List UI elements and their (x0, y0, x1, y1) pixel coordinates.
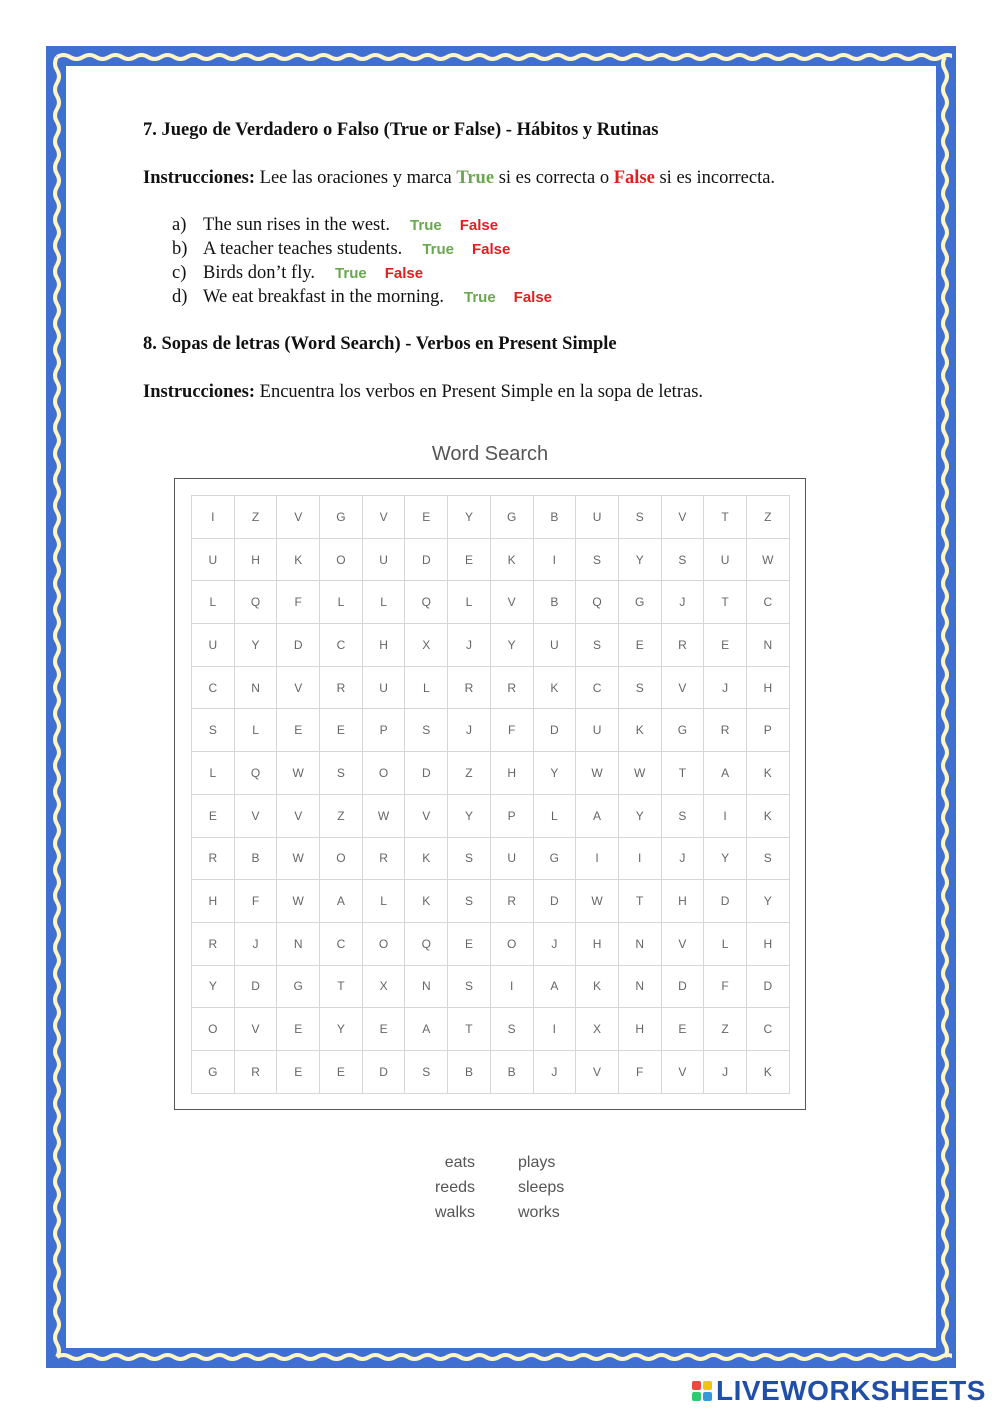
grid-cell[interactable]: I (534, 1008, 577, 1051)
grid-cell[interactable]: T (704, 496, 747, 539)
grid-cell[interactable]: J (662, 581, 705, 624)
grid-cell[interactable]: Q (576, 581, 619, 624)
grid-cell[interactable]: A (576, 795, 619, 838)
grid-cell[interactable]: E (277, 1008, 320, 1051)
grid-cell[interactable]: W (576, 752, 619, 795)
grid-cell[interactable]: E (704, 624, 747, 667)
grid-cell[interactable]: S (448, 880, 491, 923)
true-option[interactable]: True (422, 241, 454, 258)
grid-cell[interactable]: Y (448, 795, 491, 838)
false-option[interactable]: False (472, 241, 511, 258)
grid-cell[interactable]: C (747, 581, 790, 624)
grid-cell[interactable]: R (192, 838, 235, 881)
grid-cell[interactable]: Z (448, 752, 491, 795)
grid-cell[interactable]: H (363, 624, 406, 667)
grid-cell[interactable]: Y (619, 795, 662, 838)
grid-cell[interactable]: K (277, 539, 320, 582)
grid-cell[interactable]: K (747, 752, 790, 795)
grid-cell[interactable]: C (747, 1008, 790, 1051)
grid-cell[interactable]: D (405, 539, 448, 582)
grid-cell[interactable]: T (619, 880, 662, 923)
grid-cell[interactable]: A (704, 752, 747, 795)
grid-cell[interactable]: R (192, 923, 235, 966)
grid-cell[interactable]: V (405, 795, 448, 838)
word-to-find: works (518, 1204, 560, 1221)
instructions-label: Instrucciones: (143, 382, 256, 402)
grid-cell[interactable]: S (747, 838, 790, 881)
grid-cell[interactable]: Z (235, 496, 278, 539)
grid-cell[interactable]: X (576, 1008, 619, 1051)
grid-cell[interactable]: I (192, 496, 235, 539)
grid-cell[interactable]: Y (448, 496, 491, 539)
grid-cell[interactable]: Q (235, 752, 278, 795)
grid-cell[interactable]: F (704, 966, 747, 1009)
grid-cell[interactable]: D (235, 966, 278, 1009)
grid-cell[interactable]: F (277, 581, 320, 624)
grid-cell[interactable]: W (619, 752, 662, 795)
instr-false-word: False (613, 168, 655, 188)
grid-cell[interactable]: V (662, 1051, 705, 1094)
grid-cell[interactable]: E (405, 496, 448, 539)
grid-cell[interactable]: K (619, 709, 662, 752)
grid-cell[interactable]: C (320, 624, 363, 667)
grid-cell[interactable]: P (747, 709, 790, 752)
grid-cell[interactable]: H (747, 923, 790, 966)
grid-cell[interactable]: X (405, 624, 448, 667)
grid-cell[interactable]: A (534, 966, 577, 1009)
grid-cell[interactable]: I (534, 539, 577, 582)
grid-cell[interactable]: I (704, 795, 747, 838)
grid-cell[interactable]: H (747, 667, 790, 710)
grid-cell[interactable]: J (235, 923, 278, 966)
grid-cell[interactable]: E (363, 1008, 406, 1051)
grid-cell[interactable]: A (320, 880, 363, 923)
grid-cell[interactable]: G (619, 581, 662, 624)
grid-cell[interactable]: L (192, 581, 235, 624)
grid-cell[interactable]: U (192, 624, 235, 667)
grid-cell[interactable]: L (192, 752, 235, 795)
grid-cell[interactable]: S (662, 539, 705, 582)
grid-cell[interactable]: Q (235, 581, 278, 624)
grid-cell[interactable]: E (320, 709, 363, 752)
grid-cell[interactable]: V (662, 496, 705, 539)
grid-cell[interactable]: H (235, 539, 278, 582)
section-8-instructions: Instrucciones: Encuentra los verbos en Present Simple en la sopa de letras. (143, 382, 704, 402)
grid-cell[interactable]: B (491, 1051, 534, 1094)
grid-cell[interactable]: G (320, 496, 363, 539)
word-to-find: sleeps (518, 1179, 565, 1196)
word-to-find: reeds (434, 1179, 475, 1196)
grid-cell[interactable]: V (363, 496, 406, 539)
grid-cell[interactable]: O (491, 923, 534, 966)
word-to-find: plays (518, 1154, 556, 1171)
grid-cell[interactable]: K (576, 966, 619, 1009)
grid-cell[interactable]: U (363, 667, 406, 710)
grid-cell[interactable]: S (320, 752, 363, 795)
grid-cell[interactable]: D (747, 966, 790, 1009)
grid-cell[interactable]: E (448, 923, 491, 966)
grid-cell[interactable]: K (405, 880, 448, 923)
grid-cell[interactable]: D (704, 880, 747, 923)
question-text: We eat breakfast in the morning. (203, 287, 444, 307)
grid-cell[interactable]: W (747, 539, 790, 582)
grid-cell[interactable]: L (363, 880, 406, 923)
question-item: d) We eat breakfast in the morning. True False (172, 287, 553, 307)
grid-cell[interactable]: E (277, 709, 320, 752)
grid-cell[interactable]: Z (747, 496, 790, 539)
grid-cell[interactable]: L (320, 581, 363, 624)
grid-cell[interactable]: V (662, 923, 705, 966)
grid-cell[interactable]: J (662, 838, 705, 881)
grid-cell[interactable]: K (747, 1051, 790, 1094)
grid-cell[interactable]: W (277, 880, 320, 923)
true-option[interactable]: True (410, 217, 442, 234)
question-item: a) The sun rises in the west. True False (172, 215, 499, 235)
grid-cell[interactable]: K (491, 539, 534, 582)
word-search-grid (191, 495, 790, 1094)
grid-cell[interactable]: W (363, 795, 406, 838)
question-item: b) A teacher teaches students. True False (172, 239, 511, 259)
word-list-left (400, 1150, 475, 1225)
grid-cell[interactable]: B (534, 496, 577, 539)
grid-cell[interactable]: V (235, 795, 278, 838)
grid-cell[interactable]: G (491, 496, 534, 539)
grid-cell[interactable]: B (534, 581, 577, 624)
grid-cell[interactable]: S (192, 709, 235, 752)
grid-cell[interactable]: O (192, 1008, 235, 1051)
brand-square (692, 1381, 701, 1390)
grid-cell[interactable]: N (747, 624, 790, 667)
word-search-title: Word Search (431, 443, 549, 465)
grid-cell[interactable]: F (619, 1051, 662, 1094)
grid-cell[interactable]: K (747, 795, 790, 838)
question-item: c) Birds don’t fly. True False (172, 263, 424, 283)
brand-square (703, 1381, 712, 1390)
grid-cell[interactable]: U (704, 539, 747, 582)
grid-cell[interactable]: K (405, 838, 448, 881)
grid-cell[interactable]: I (576, 838, 619, 881)
instructions-label: Instrucciones: (143, 168, 256, 188)
grid-cell[interactable]: A (405, 1008, 448, 1051)
grid-cell[interactable]: D (534, 880, 577, 923)
grid-cell[interactable]: W (576, 880, 619, 923)
brand-square (692, 1392, 701, 1401)
grid-cell[interactable]: Y (235, 624, 278, 667)
grid-cell[interactable]: P (491, 795, 534, 838)
grid-cell[interactable]: V (491, 581, 534, 624)
grid-cell[interactable]: K (534, 667, 577, 710)
grid-cell[interactable]: L (448, 581, 491, 624)
grid-cell[interactable]: S (448, 838, 491, 881)
grid-cell[interactable]: C (192, 667, 235, 710)
grid-cell[interactable]: E (320, 1051, 363, 1094)
grid-cell[interactable]: U (576, 709, 619, 752)
grid-cell[interactable]: U (192, 539, 235, 582)
grid-cell[interactable]: C (320, 923, 363, 966)
grid-cell[interactable]: R (704, 709, 747, 752)
grid-cell[interactable]: S (576, 624, 619, 667)
section-8-title: 8. Sopas de letras (Word Search) - Verbos en Present Simple (143, 334, 617, 354)
grid-cell[interactable]: E (448, 539, 491, 582)
grid-cell[interactable]: U (363, 539, 406, 582)
liveworksheets-logo (692, 1374, 986, 1408)
grid-cell[interactable]: Y (619, 539, 662, 582)
grid-cell[interactable]: D (277, 624, 320, 667)
grid-cell[interactable]: B (235, 838, 278, 881)
grid-cell[interactable]: T (662, 752, 705, 795)
grid-cell[interactable]: S (405, 1051, 448, 1094)
grid-cell[interactable]: I (491, 966, 534, 1009)
grid-cell[interactable]: I (619, 838, 662, 881)
grid-cell[interactable]: Q (405, 581, 448, 624)
grid-cell[interactable]: J (448, 709, 491, 752)
grid-cell[interactable]: R (491, 667, 534, 710)
grid-cell[interactable]: R (235, 1051, 278, 1094)
grid-cell[interactable]: V (662, 667, 705, 710)
grid-cell[interactable]: D (363, 1051, 406, 1094)
section-7-title: 7. Juego de Verdadero o Falso (True or False) - Hábitos y Rutinas (143, 120, 659, 140)
grid-cell[interactable]: R (363, 838, 406, 881)
grid-cell[interactable]: J (704, 1051, 747, 1094)
grid-cell[interactable]: U (534, 624, 577, 667)
grid-cell[interactable]: U (491, 838, 534, 881)
grid-cell[interactable]: N (619, 923, 662, 966)
grid-cell[interactable]: Y (534, 752, 577, 795)
grid-cell[interactable]: V (277, 496, 320, 539)
false-option[interactable]: False (384, 265, 424, 282)
grid-cell[interactable]: Z (320, 795, 363, 838)
grid-cell[interactable]: E (277, 1051, 320, 1094)
grid-cell[interactable]: O (363, 752, 406, 795)
grid-cell[interactable]: L (235, 709, 278, 752)
grid-cell[interactable]: L (534, 795, 577, 838)
grid-cell[interactable]: O (363, 923, 406, 966)
word-to-find: eats (444, 1154, 475, 1171)
grid-cell[interactable]: R (448, 667, 491, 710)
grid-cell[interactable]: N (619, 966, 662, 1009)
grid-cell[interactable]: J (534, 1051, 577, 1094)
grid-cell[interactable]: G (534, 838, 577, 881)
grid-cell[interactable]: J (534, 923, 577, 966)
grid-cell[interactable]: O (320, 539, 363, 582)
grid-cell[interactable]: H (662, 880, 705, 923)
grid-cell[interactable]: S (662, 795, 705, 838)
question-text: The sun rises in the west. (203, 215, 391, 235)
grid-cell[interactable]: N (277, 923, 320, 966)
grid-cell[interactable]: Y (491, 624, 534, 667)
grid-cell[interactable]: F (491, 709, 534, 752)
grid-cell[interactable]: G (192, 1051, 235, 1094)
true-option[interactable]: True (463, 289, 496, 306)
word-list-right (518, 1150, 618, 1225)
grid-cell[interactable]: L (405, 667, 448, 710)
grid-cell[interactable]: Z (704, 1008, 747, 1051)
grid-cell[interactable]: D (662, 966, 705, 1009)
false-option[interactable]: False (513, 289, 553, 306)
grid-cell[interactable]: N (405, 966, 448, 1009)
brand-icon (692, 1381, 712, 1401)
grid-cell[interactable]: S (619, 496, 662, 539)
grid-cell[interactable]: W (277, 838, 320, 881)
grid-cell[interactable]: L (363, 581, 406, 624)
grid-cell[interactable]: Q (405, 923, 448, 966)
false-option[interactable]: False (459, 217, 499, 234)
grid-cell[interactable]: S (448, 966, 491, 1009)
grid-cell[interactable]: F (235, 880, 278, 923)
instr-true-word: True (456, 168, 495, 188)
grid-cell[interactable]: H (192, 880, 235, 923)
grid-cell[interactable]: S (619, 667, 662, 710)
grid-cell[interactable]: S (576, 539, 619, 582)
grid-cell[interactable]: Y (704, 838, 747, 881)
section-7-instructions: Instrucciones: Lee las oraciones y marca True si es correcta o False si es incorrecta. (143, 168, 776, 188)
grid-cell[interactable]: G (662, 709, 705, 752)
grid-cell[interactable]: N (235, 667, 278, 710)
grid-cell[interactable]: S (405, 709, 448, 752)
grid-cell[interactable]: U (576, 496, 619, 539)
grid-cell[interactable]: Y (747, 880, 790, 923)
grid-cell[interactable]: D (534, 709, 577, 752)
question-text: A teacher teaches students. (203, 239, 403, 259)
true-option[interactable]: True (335, 265, 367, 282)
grid-cell[interactable]: O (320, 838, 363, 881)
grid-cell[interactable]: E (192, 795, 235, 838)
grid-cell[interactable]: E (619, 624, 662, 667)
grid-cell[interactable]: D (405, 752, 448, 795)
grid-cell[interactable]: T (320, 966, 363, 1009)
grid-cell[interactable]: T (448, 1008, 491, 1051)
grid-cell[interactable]: V (277, 795, 320, 838)
brand-name: LIVEWORKSHEETS (716, 1375, 986, 1406)
question-text: Birds don’t fly. (203, 263, 316, 283)
grid-cell[interactable]: V (277, 667, 320, 710)
grid-cell[interactable]: Y (320, 1008, 363, 1051)
grid-cell[interactable]: Y (192, 966, 235, 1009)
word-to-find: walks (434, 1204, 475, 1221)
grid-cell[interactable]: V (576, 1051, 619, 1094)
grid-cell[interactable]: G (277, 966, 320, 1009)
grid-cell[interactable]: B (448, 1051, 491, 1094)
grid-cell[interactable]: V (235, 1008, 278, 1051)
grid-cell[interactable]: C (576, 667, 619, 710)
grid-cell[interactable]: R (320, 667, 363, 710)
grid-cell[interactable]: T (704, 581, 747, 624)
grid-cell[interactable]: R (662, 624, 705, 667)
grid-cell[interactable]: H (491, 752, 534, 795)
grid-cell[interactable]: J (704, 667, 747, 710)
grid-cell[interactable]: E (662, 1008, 705, 1051)
grid-cell[interactable]: X (363, 966, 406, 1009)
grid-cell[interactable]: H (619, 1008, 662, 1051)
grid-cell[interactable]: R (491, 880, 534, 923)
brand-square (703, 1392, 712, 1401)
grid-cell[interactable]: H (576, 923, 619, 966)
grid-cell[interactable]: S (491, 1008, 534, 1051)
grid-cell[interactable]: J (448, 624, 491, 667)
grid-cell[interactable]: L (704, 923, 747, 966)
grid-cell[interactable]: W (277, 752, 320, 795)
grid-cell[interactable]: P (363, 709, 406, 752)
